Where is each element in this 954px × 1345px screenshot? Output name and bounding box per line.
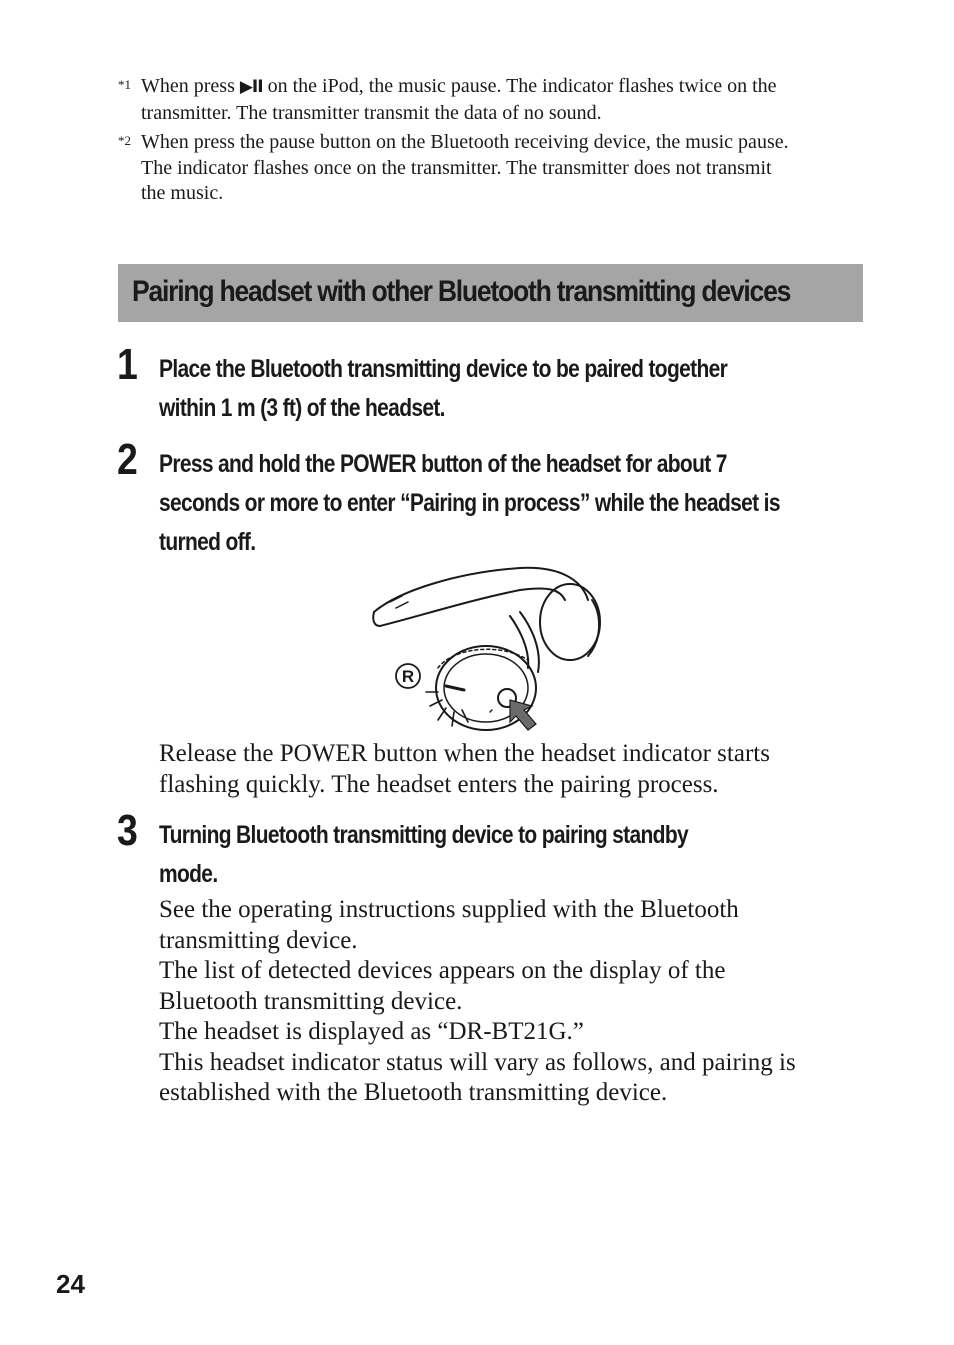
step-1-number: 1: [117, 340, 138, 389]
figure-label-r: R: [401, 667, 415, 686]
step-2-number: 2: [117, 435, 138, 484]
step-2-title: Press and hold the POWER button of the headset for about 7 seconds or more to enter “Pairing in process” while the headset is turned off.: [159, 450, 780, 556]
page-number: 24: [56, 1269, 85, 1299]
section-header: [118, 264, 863, 322]
step-2-body: Release the POWER button when the headset indicator starts flashing quickly. The headset enters the pairing process.: [159, 740, 770, 798]
section-title: Pairing headset with other Bluetooth transmitting devices: [132, 275, 791, 308]
play-pause-icon: ▶II: [239, 77, 263, 97]
step-3-body: See the operating instructions supplied with the Bluetooth transmitting device. The list of detected devices appears on the display of the Bluetooth transmitting device. The headset is displayed as “DR-BT21G.” This headset indicator status will vary as follows, and pairing is established with the Bluetooth transmitting device.: [159, 896, 796, 1106]
footnote-text: the music.: [141, 182, 224, 204]
footnote-1: [118, 74, 868, 126]
footnote-text: The indicator flashes once on the transmitter. The transmitter does not transmit: [141, 156, 772, 179]
footnote-2: [118, 130, 868, 207]
footnote-text: When press ▶II on the iPod, the music pause. The indicator flashes twice on the: [141, 75, 777, 97]
step-1-title: Place the Bluetooth transmitting device to be paired together within 1 m (3 ft) of the headset.: [159, 355, 728, 422]
headset-illustration: [360, 560, 610, 740]
footnote-mark: *2: [118, 133, 131, 148]
footnote-text: transmitter. The transmitter transmit the data of no sound.: [141, 101, 602, 124]
footnote-mark: *1: [118, 77, 131, 92]
step-3-number: 3: [117, 806, 138, 855]
headset-icon: [360, 560, 610, 740]
step-3-title: Turning Bluetooth transmitting device to pairing standby mode.: [159, 821, 688, 888]
footnote-text: When press the pause button on the Bluetooth receiving device, the music pause.: [141, 131, 789, 153]
